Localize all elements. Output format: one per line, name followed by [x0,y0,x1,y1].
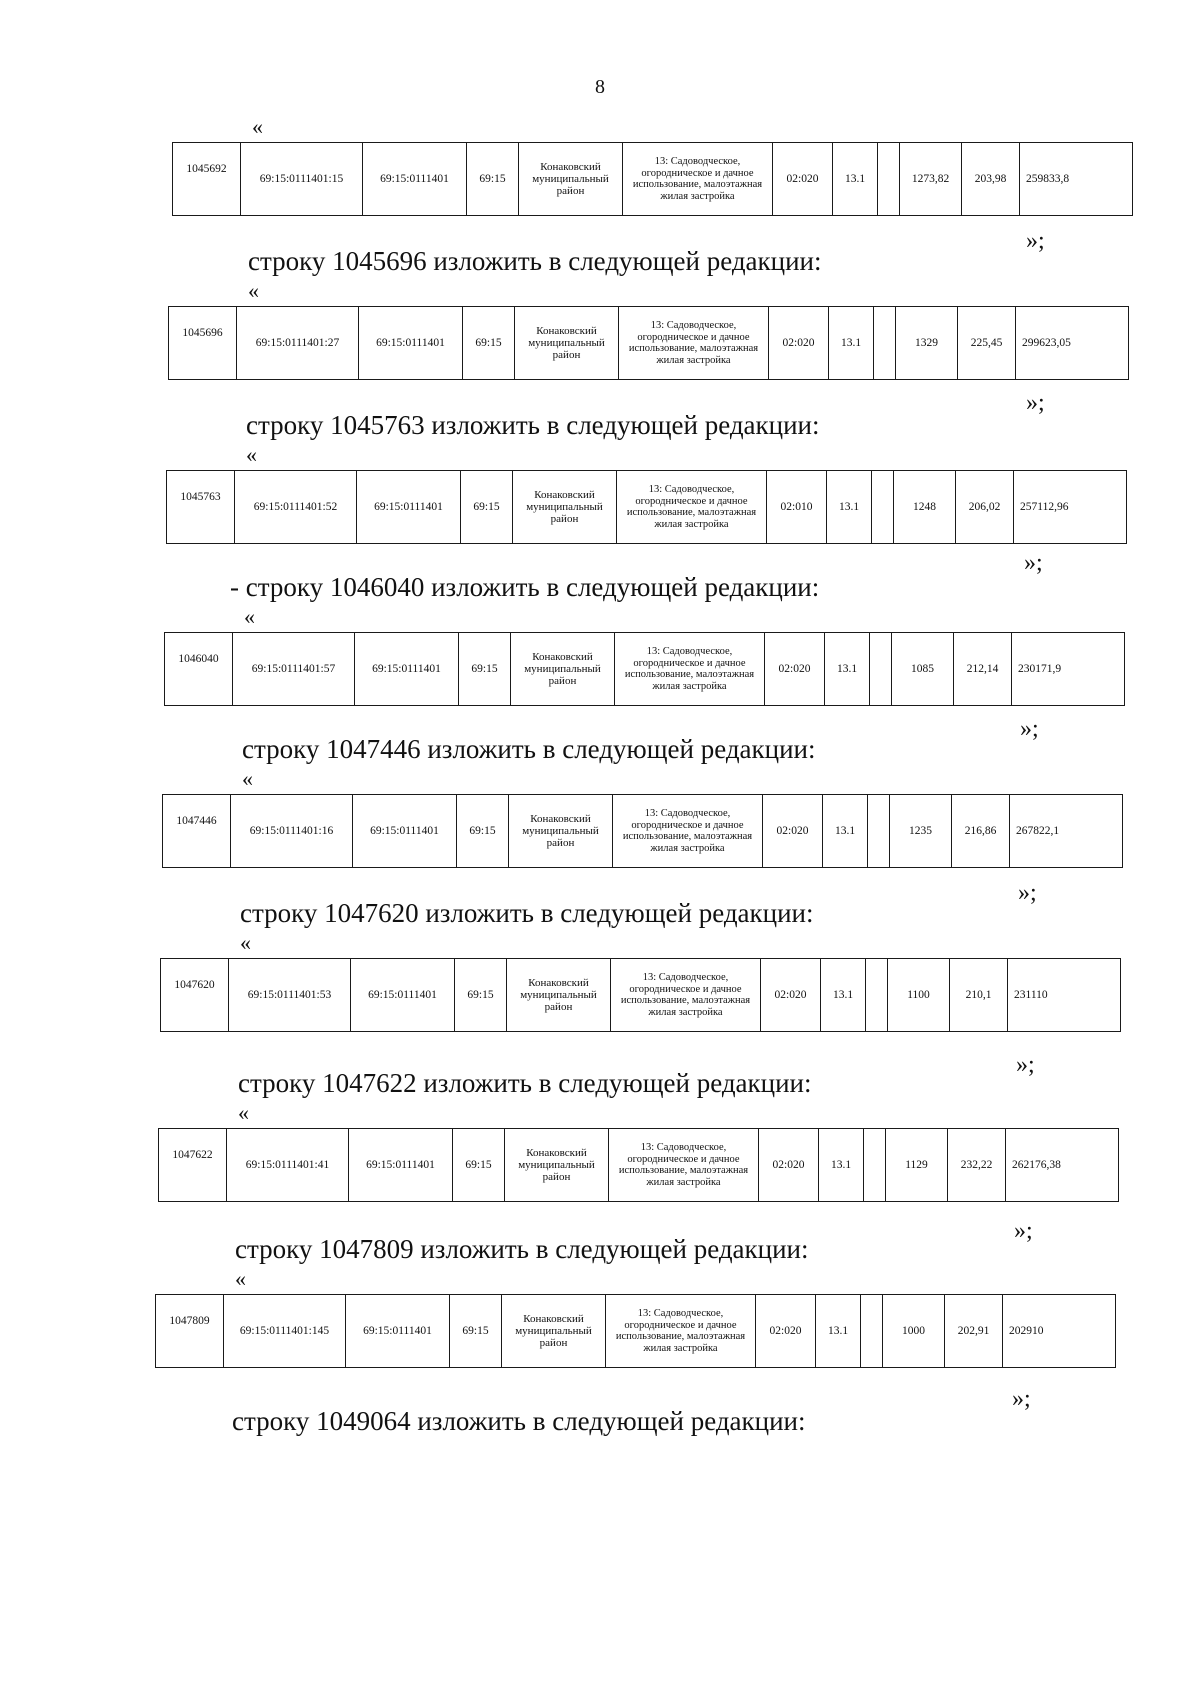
cell-municipality: Конаковский муниципальный район [519,143,623,216]
record-table [166,470,1127,544]
closing-quote: »; [1026,228,1045,254]
cell-code: 02:020 [763,795,823,868]
closing-quote: »; [1024,550,1043,576]
cell-id: 1045696 [169,307,237,380]
cell-permitted-use: 13: Садоводческое, огородническое и дачное использование, малоэтажная жилая застройка [619,307,769,380]
closing-quote: »; [1014,1218,1033,1244]
opening-quote: « [246,442,257,467]
closing-quote: »; [1026,390,1045,416]
cell-cadastral-value: 299623,05 [1016,307,1129,380]
cell-cadastral-value: 259833,8 [1020,143,1133,216]
cell-id: 1047620 [161,959,229,1032]
table-row [159,1129,1119,1202]
cell-cadastral-number: 69:15:0111401:16 [231,795,353,868]
cell-municipality: Конаковский муниципальный район [515,307,619,380]
cell-code: 02:010 [767,471,827,544]
table-row [173,143,1133,216]
edit-instruction-heading: строку 1047446 изложить в следующей редакции: [242,734,816,764]
record-block [168,246,1168,380]
cell-id: 1047622 [159,1129,227,1202]
cell-area: 1329 [896,307,958,380]
cell-permitted-use: 13: Садоводческое, огородническое и дачное использование, малоэтажная жилая застройка [623,143,773,216]
cell-district-code: 69:15 [455,959,507,1032]
record-block [166,410,1166,544]
cell-group: 13.1 [821,959,866,1032]
table-row [156,1295,1116,1368]
cell-specific-value: 216,86 [952,795,1010,868]
cell-area: 1273,82 [900,143,962,216]
cell-group: 13.1 [833,143,878,216]
cell-empty [872,471,894,544]
record-block [172,112,1172,216]
cell-district-code: 69:15 [463,307,515,380]
cell-cadastral-number: 69:15:0111401:145 [224,1295,346,1368]
cell-municipality: Конаковский муниципальный район [505,1129,609,1202]
edit-instruction-heading: строку 1047620 изложить в следующей редакции: [240,898,814,928]
cell-code: 02:020 [769,307,829,380]
cell-empty [878,143,900,216]
cell-district-code: 69:15 [459,633,511,706]
closing-quote: »; [1016,1052,1035,1078]
cell-municipality: Конаковский муниципальный район [513,471,617,544]
opening-quote: « [240,930,251,955]
cell-id: 1045763 [167,471,235,544]
cell-quarter: 69:15:0111401 [346,1295,450,1368]
cell-cadastral-value: 257112,96 [1014,471,1127,544]
cell-district-code: 69:15 [457,795,509,868]
cell-area: 1100 [888,959,950,1032]
cell-cadastral-number: 69:15:0111401:41 [227,1129,349,1202]
cell-cadastral-number: 69:15:0111401:53 [229,959,351,1032]
cell-cadastral-value: 230171,9 [1012,633,1125,706]
cell-area: 1129 [886,1129,948,1202]
cell-permitted-use: 13: Садоводческое, огородническое и дачное использование, малоэтажная жилая застройка [613,795,763,868]
cell-quarter: 69:15:0111401 [351,959,455,1032]
record-table [162,794,1123,868]
cell-specific-value: 232,22 [948,1129,1006,1202]
cell-municipality: Конаковский муниципальный район [511,633,615,706]
cell-empty [868,795,890,868]
cell-group: 13.1 [823,795,868,868]
record-table [172,142,1133,216]
cell-empty [864,1129,886,1202]
record-block [164,572,1164,706]
cell-specific-value: 206,02 [956,471,1014,544]
cell-specific-value: 202,91 [945,1295,1003,1368]
cell-id: 1046040 [165,633,233,706]
table-row [167,471,1127,544]
closing-quote: »; [1012,1386,1031,1412]
cell-cadastral-value: 202910 [1003,1295,1116,1368]
cell-empty [874,307,896,380]
final-heading-block [232,1406,1200,1436]
cell-code: 02:020 [756,1295,816,1368]
record-block [160,898,1160,1032]
cell-cadastral-number: 69:15:0111401:57 [233,633,355,706]
cell-specific-value: 212,14 [954,633,1012,706]
cell-district-code: 69:15 [450,1295,502,1368]
cell-municipality: Конаковский муниципальный район [507,959,611,1032]
cell-quarter: 69:15:0111401 [357,471,461,544]
cell-group: 13.1 [829,307,874,380]
cell-group: 13.1 [827,471,872,544]
page-number: 8 [595,76,605,98]
cell-cadastral-number: 69:15:0111401:15 [241,143,363,216]
record-table [158,1128,1119,1202]
cell-empty [870,633,892,706]
record-block [162,734,1162,868]
cell-code: 02:020 [765,633,825,706]
cell-quarter: 69:15:0111401 [355,633,459,706]
record-table [168,306,1129,380]
cell-cadastral-value: 262176,38 [1006,1129,1119,1202]
record-table [164,632,1125,706]
closing-quote: »; [1018,880,1037,906]
cell-municipality: Конаковский муниципальный район [509,795,613,868]
record-table [160,958,1121,1032]
cell-id: 1045692 [173,143,241,216]
cell-cadastral-number: 69:15:0111401:52 [235,471,357,544]
cell-specific-value: 225,45 [958,307,1016,380]
table-row [163,795,1123,868]
cell-quarter: 69:15:0111401 [363,143,467,216]
closing-quote: »; [1020,716,1039,742]
opening-quote: « [238,1100,249,1125]
cell-group: 13.1 [825,633,870,706]
cell-municipality: Конаковский муниципальный район [502,1295,606,1368]
cell-quarter: 69:15:0111401 [353,795,457,868]
cell-permitted-use: 13: Садоводческое, огородническое и дачное использование, малоэтажная жилая застройка [606,1295,756,1368]
opening-quote: « [248,278,259,303]
cell-district-code: 69:15 [461,471,513,544]
cell-empty [861,1295,883,1368]
table-row [169,307,1129,380]
cell-area: 1000 [883,1295,945,1368]
cell-specific-value: 210,1 [950,959,1008,1032]
edit-instruction-heading: строку 1045763 изложить в следующей редакции: [246,410,820,440]
cell-group: 13.1 [819,1129,864,1202]
cell-area: 1085 [892,633,954,706]
cell-permitted-use: 13: Садоводческое, огородническое и дачное использование, малоэтажная жилая застройка [617,471,767,544]
cell-permitted-use: 13: Садоводческое, огородническое и дачное использование, малоэтажная жилая застройка [611,959,761,1032]
opening-quote: « [242,766,253,791]
cell-area: 1248 [894,471,956,544]
table-row [161,959,1121,1032]
record-table [155,1294,1116,1368]
edit-instruction-heading: - строку 1046040 изложить в следующей редакции: [230,572,820,602]
cell-code: 02:020 [761,959,821,1032]
cell-cadastral-value: 231110 [1008,959,1121,1032]
edit-instruction-heading: строку 1047622 изложить в следующей редакции: [238,1068,812,1098]
opening-quote: « [244,604,255,629]
cell-id: 1047809 [156,1295,224,1368]
final-edit-instruction-heading: строку 1049064 изложить в следующей редакции: [232,1406,806,1436]
record-block [155,1234,1155,1368]
cell-code: 02:020 [759,1129,819,1202]
table-row [165,633,1125,706]
cell-empty [866,959,888,1032]
edit-instruction-heading: строку 1045696 изложить в следующей редакции: [248,246,822,276]
cell-code: 02:020 [773,143,833,216]
cell-permitted-use: 13: Садоводческое, огородническое и дачное использование, малоэтажная жилая застройка [609,1129,759,1202]
record-block [158,1068,1158,1202]
cell-id: 1047446 [163,795,231,868]
cell-quarter: 69:15:0111401 [349,1129,453,1202]
opening-quote: « [252,114,263,139]
edit-instruction-heading: строку 1047809 изложить в следующей редакции: [235,1234,809,1264]
cell-group: 13.1 [816,1295,861,1368]
cell-cadastral-value: 267822,1 [1010,795,1123,868]
cell-permitted-use: 13: Садоводческое, огородническое и дачное использование, малоэтажная жилая застройка [615,633,765,706]
cell-district-code: 69:15 [453,1129,505,1202]
opening-quote: « [235,1266,246,1291]
cell-area: 1235 [890,795,952,868]
cell-district-code: 69:15 [467,143,519,216]
cell-cadastral-number: 69:15:0111401:27 [237,307,359,380]
cell-quarter: 69:15:0111401 [359,307,463,380]
cell-specific-value: 203,98 [962,143,1020,216]
